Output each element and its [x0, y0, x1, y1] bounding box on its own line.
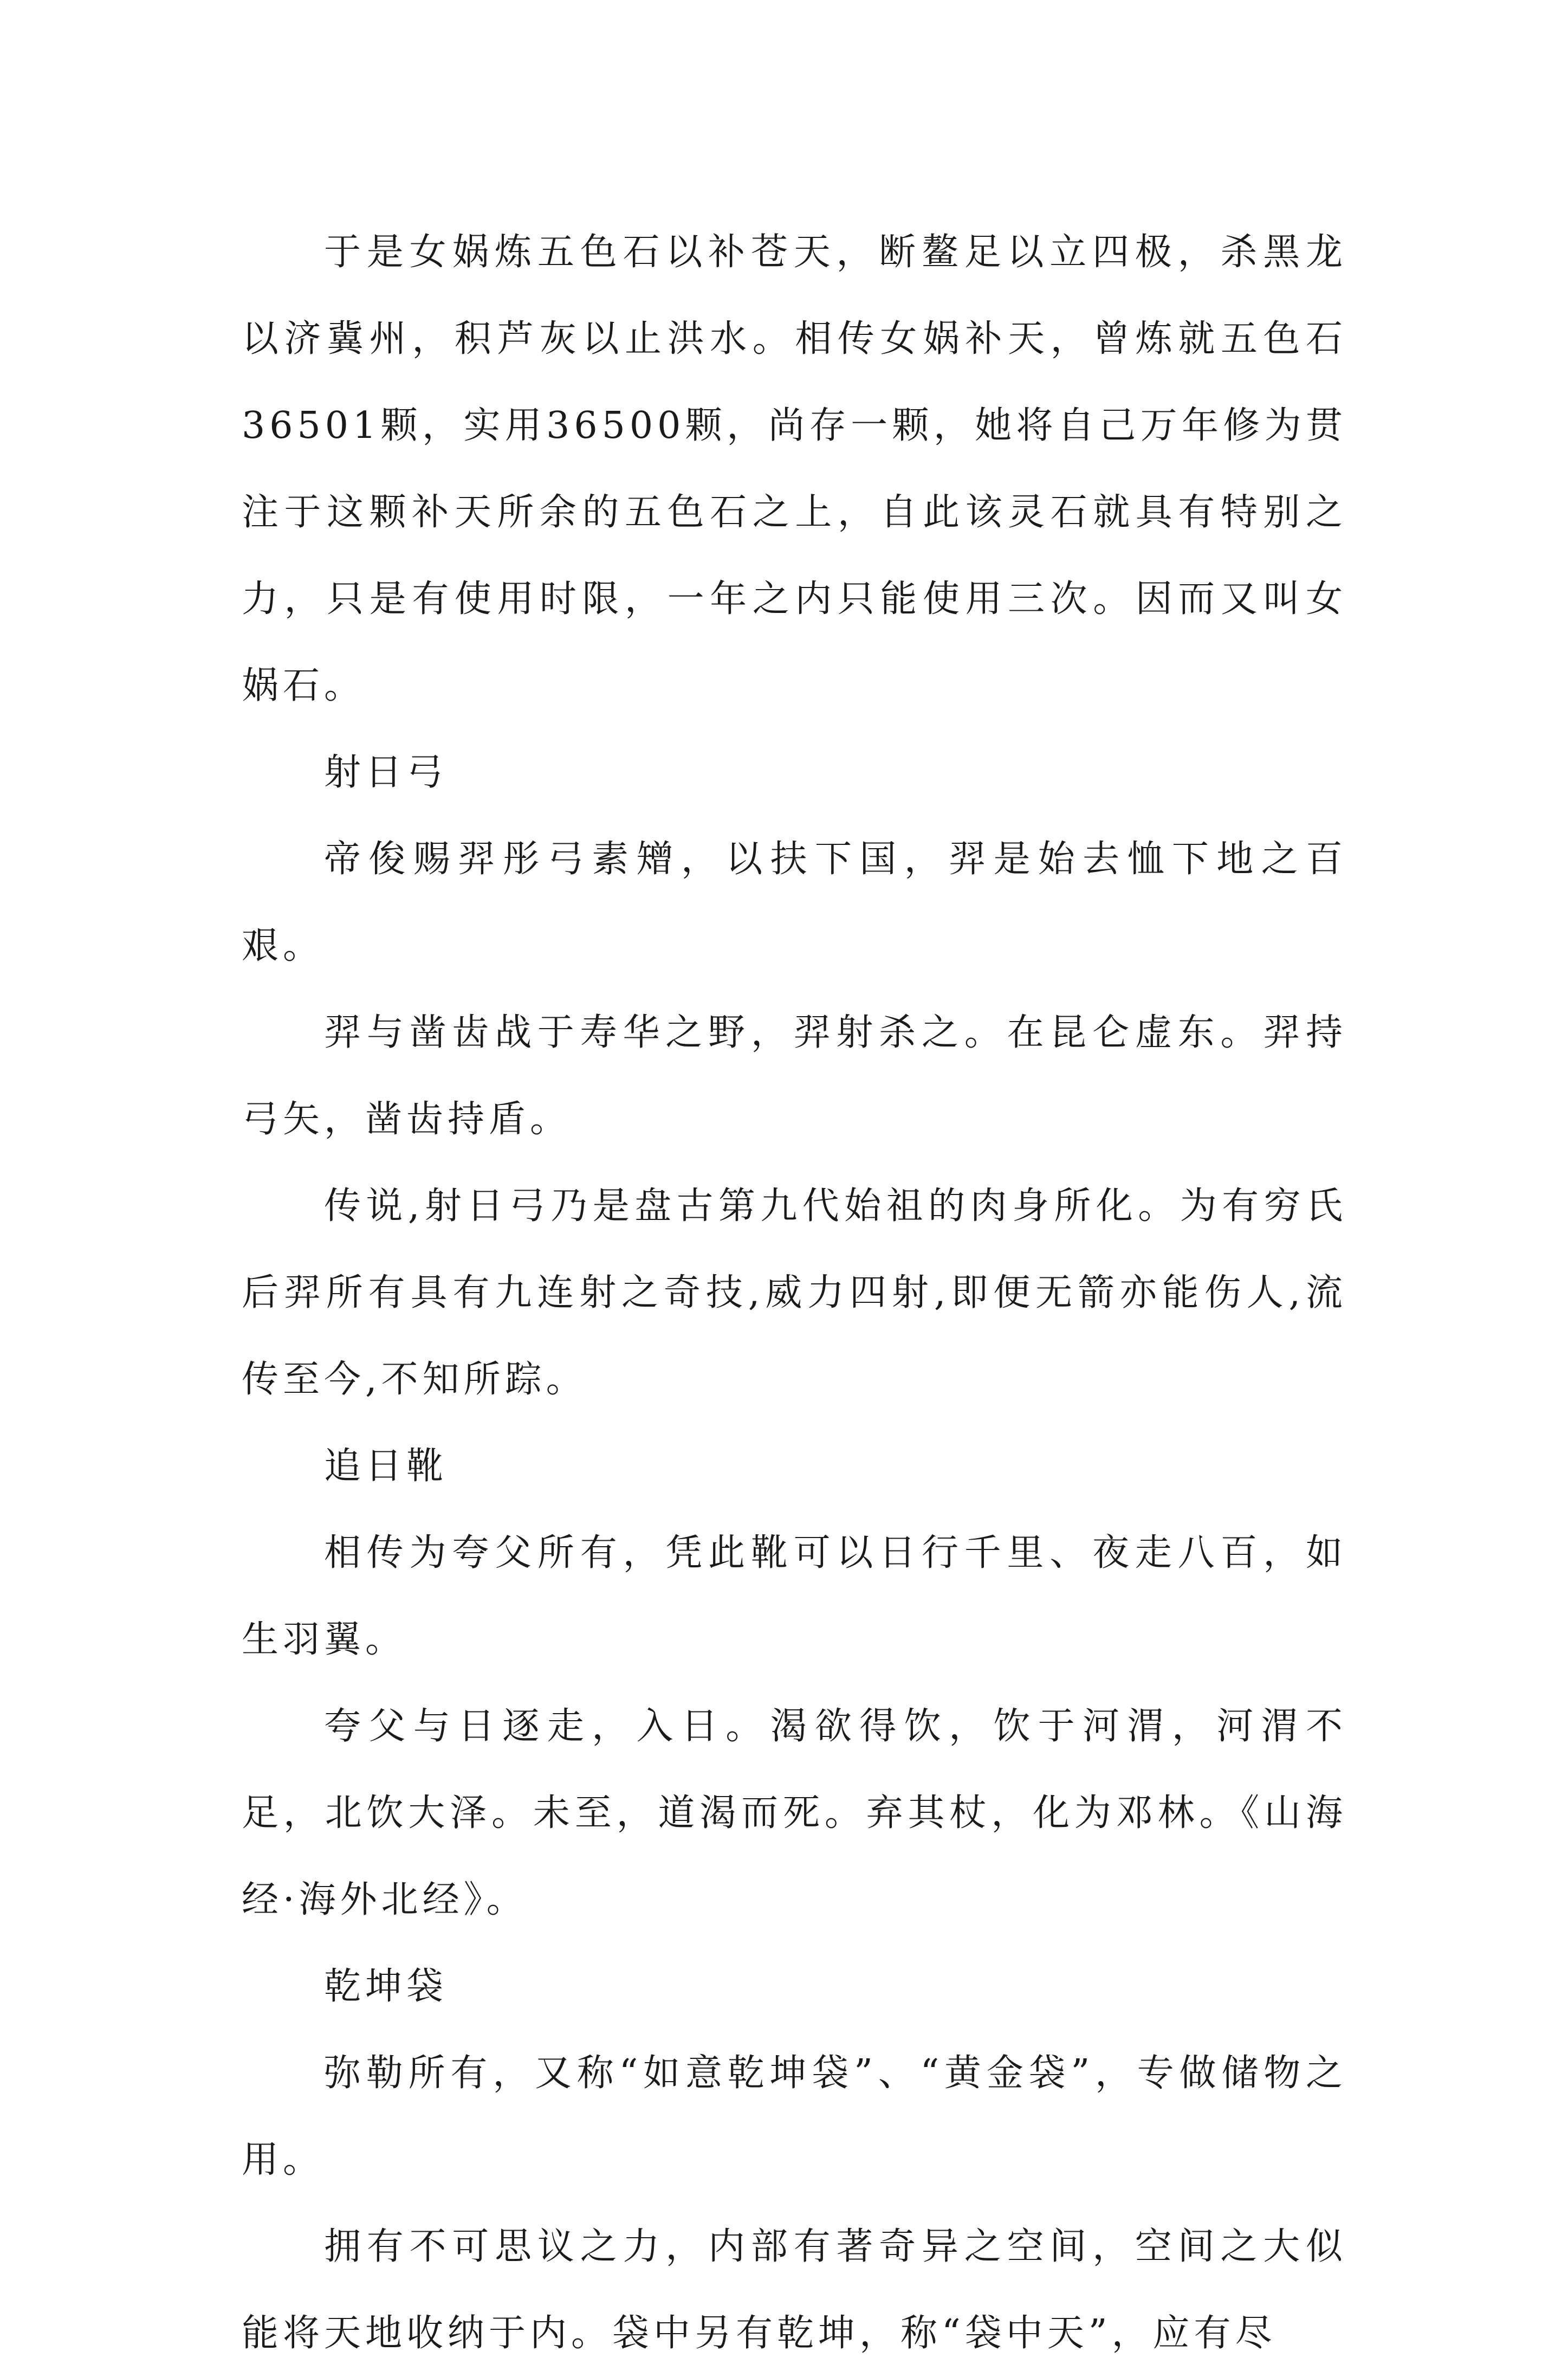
heading-qiankun-bag: 乾坤袋	[324, 1965, 448, 2008]
document-body	[242, 209, 1347, 2377]
paragraph-boots-legend: 相传为夸父所有，凭此靴可以日行千里、夜走八百，如生羽翼。	[242, 1532, 1347, 1661]
paragraph-bag-space: 拥有不可思议之力，内部有著奇异之空间，空间之大似能将天地收纳于内。袋中另有乾坤，称“袋中天”，应有尽	[242, 2225, 1347, 2355]
paragraph-bow-legend: 传说,射日弓乃是盘古第九代始祖的肉身所化。为有穷氏后羿所有具有九连射之奇技,威力四射,即便无箭亦能伤人,流传至今,不知所踪。	[242, 1185, 1347, 1401]
paragraph-kuafu: 夸父与日逐走，入日。渴欲得饮，饮于河渭，河渭不足，北饮大泽。未至，道渴而死。弃其杖，化为邓林。《山海经·海外北经》。	[242, 1705, 1347, 1921]
heading-zhuiri-boots: 追日靴	[324, 1445, 448, 1488]
heading-sheri-bow: 射日弓	[324, 751, 448, 794]
paragraph-nuwa-stone: 于是女娲炼五色石以补苍天，断鳌足以立四极，杀黑龙以济冀州，积芦灰以止洪水。相传女娲补天，曾炼就五色石36501颗，实用36500颗，尚存一颗，她将自己万年修为贯注于这颗补天所余的五色石之上，自此该灵石就具有特别之力，只是有使用时限，一年之内只能使用三次。因而又叫女娲石。	[242, 231, 1347, 707]
paragraph-dijun-gift: 帝俊赐羿彤弓素矰，以扶下国，羿是始去恤下地之百艰。	[242, 838, 1347, 967]
paragraph-yi-zaochi: 羿与凿齿战于寿华之野，羿射杀之。在昆仑虚东。羿持弓矢，凿齿持盾。	[242, 1011, 1347, 1141]
paragraph-maitreya-bag: 弥勒所有，又称“如意乾坤袋”、“黄金袋”，专做储物之用。	[242, 2052, 1347, 2181]
